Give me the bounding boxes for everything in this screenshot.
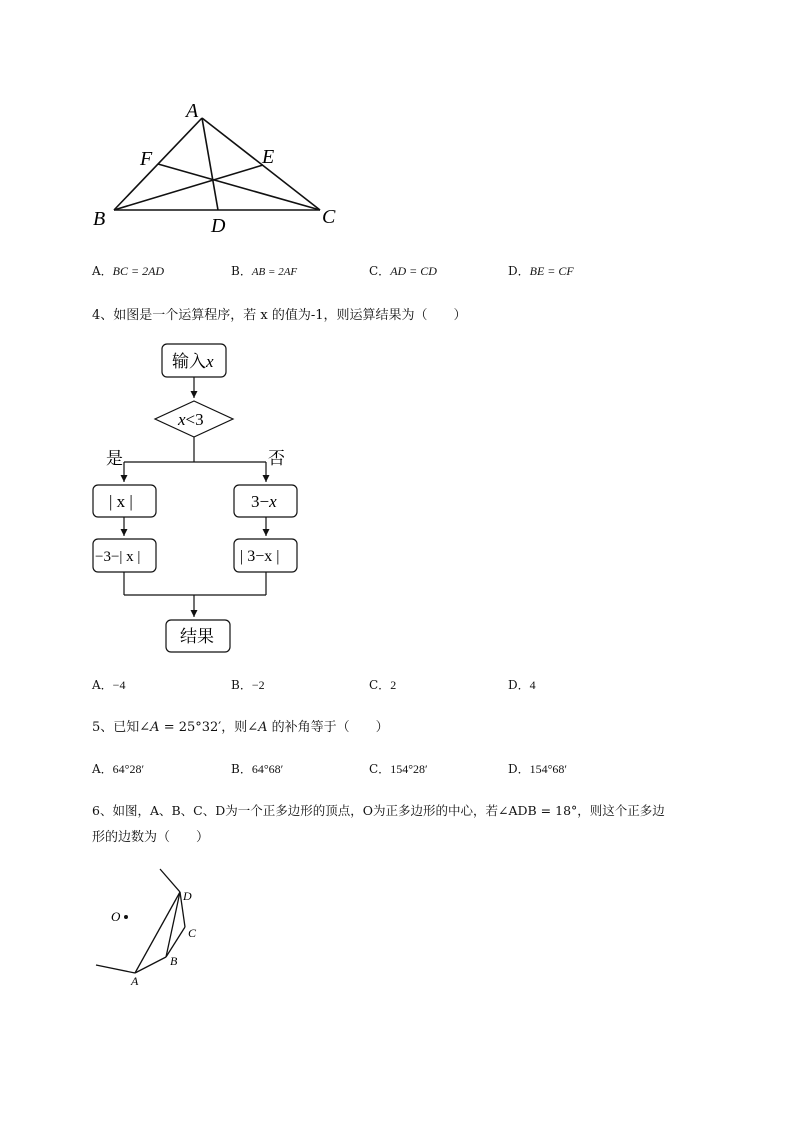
q5-option-a[interactable] <box>92 760 144 777</box>
option-letter: D． <box>508 678 530 692</box>
option-text: 154°28′ <box>390 762 428 776</box>
option-text: BE = CF <box>529 264 574 278</box>
option-text: AD = CD <box>390 264 437 278</box>
q3-option-c[interactable] <box>369 262 437 279</box>
label-o: O <box>111 909 121 924</box>
q4-option-a[interactable] <box>92 676 125 693</box>
polygon-edge-top <box>160 869 180 892</box>
q5-option-b[interactable] <box>231 760 283 777</box>
flow-left-step1: | x | <box>109 492 133 511</box>
q5-text-mid: = 25°32′，则∠ <box>159 720 259 735</box>
option-letter: C． <box>369 678 391 692</box>
option-text: 64°68′ <box>251 762 284 776</box>
option-letter: A． <box>92 264 113 278</box>
label-f: F <box>140 148 153 170</box>
q6-question-line2: 形的边数为（ ） <box>92 830 210 845</box>
option-letter: B． <box>231 762 252 776</box>
triangle-figure <box>80 90 360 240</box>
option-text: 154°68′ <box>529 762 568 776</box>
q3-option-a[interactable] <box>92 262 164 279</box>
option-text: −2 <box>251 678 265 692</box>
polygon-edge <box>96 965 135 973</box>
label-d: D <box>211 215 226 237</box>
q5-var-a2: A <box>258 720 268 735</box>
q5-var-a: A <box>150 720 160 735</box>
polygon-figure <box>90 860 230 990</box>
option-letter: B． <box>231 678 252 692</box>
option-text: 64°28′ <box>112 762 145 776</box>
flow-right-step1-var: x <box>269 492 277 511</box>
q4-option-d[interactable] <box>508 676 536 693</box>
label-b: B <box>170 954 178 968</box>
segment-bd <box>166 892 180 957</box>
flow-left-step2: −3−| x | <box>95 549 141 565</box>
flow-input-label: 输入 <box>172 352 206 371</box>
label-e: E <box>262 146 275 168</box>
flow-input-var: x <box>206 352 214 371</box>
q5-question <box>92 716 389 735</box>
label-c: C <box>188 926 197 940</box>
q4-question: 4、如图是一个运算程序，若 x 的值为-1，则运算结果为（ ） <box>92 308 467 323</box>
flow-right-step1-num: 3− <box>251 492 270 511</box>
label-a: A <box>131 974 139 988</box>
option-letter: D． <box>508 264 530 278</box>
label-a: A <box>186 100 199 122</box>
flow-yes-label: 是 <box>106 449 123 468</box>
option-text: 4 <box>529 678 536 692</box>
option-text: 2 <box>390 678 397 692</box>
label-b: B <box>93 208 106 230</box>
flow-condition-rest: <3 <box>185 410 204 429</box>
svg-text:x<3 <box>177 410 204 429</box>
q5-text-prefix: 5、已知∠ <box>92 720 151 735</box>
option-text: AB = 2AF <box>251 266 298 278</box>
flow-right-step2: | 3−x | <box>240 548 280 565</box>
option-letter: D． <box>508 762 530 776</box>
flow-condition-var: x <box>178 410 186 429</box>
label-d: D <box>183 889 192 903</box>
option-letter: C． <box>369 762 391 776</box>
option-letter: A． <box>92 762 113 776</box>
median-ad <box>202 118 218 210</box>
segment-cf <box>158 164 320 210</box>
q3-option-b[interactable] <box>231 262 297 279</box>
flow-result-label: 结果 <box>180 627 214 646</box>
q4-option-b[interactable] <box>231 676 265 693</box>
q6-question-line1: 6、如图，A、B、C、D为一个正多边形的顶点，O为正多边形的中心，若∠ADB = 18°，则这个正多边 <box>92 803 665 818</box>
center-point-o <box>124 915 128 919</box>
q5-option-d[interactable] <box>508 760 567 777</box>
option-letter: B． <box>231 264 252 278</box>
q5-text-suffix: 的补角等于（ ） <box>267 720 389 735</box>
svg-text:输入x <box>172 352 214 371</box>
flow-no-label: 否 <box>268 449 285 468</box>
label-c: C <box>322 206 336 228</box>
side-ac <box>202 118 320 210</box>
option-text: −4 <box>112 678 126 692</box>
q4-option-c[interactable] <box>369 676 396 693</box>
option-letter: C． <box>369 264 391 278</box>
q5-option-c[interactable] <box>369 760 428 777</box>
option-text: BC = 2AD <box>112 264 165 278</box>
svg-text:3−x <box>251 492 277 511</box>
option-letter: A． <box>92 678 113 692</box>
q3-option-d[interactable] <box>508 262 574 279</box>
flowchart <box>85 338 315 658</box>
